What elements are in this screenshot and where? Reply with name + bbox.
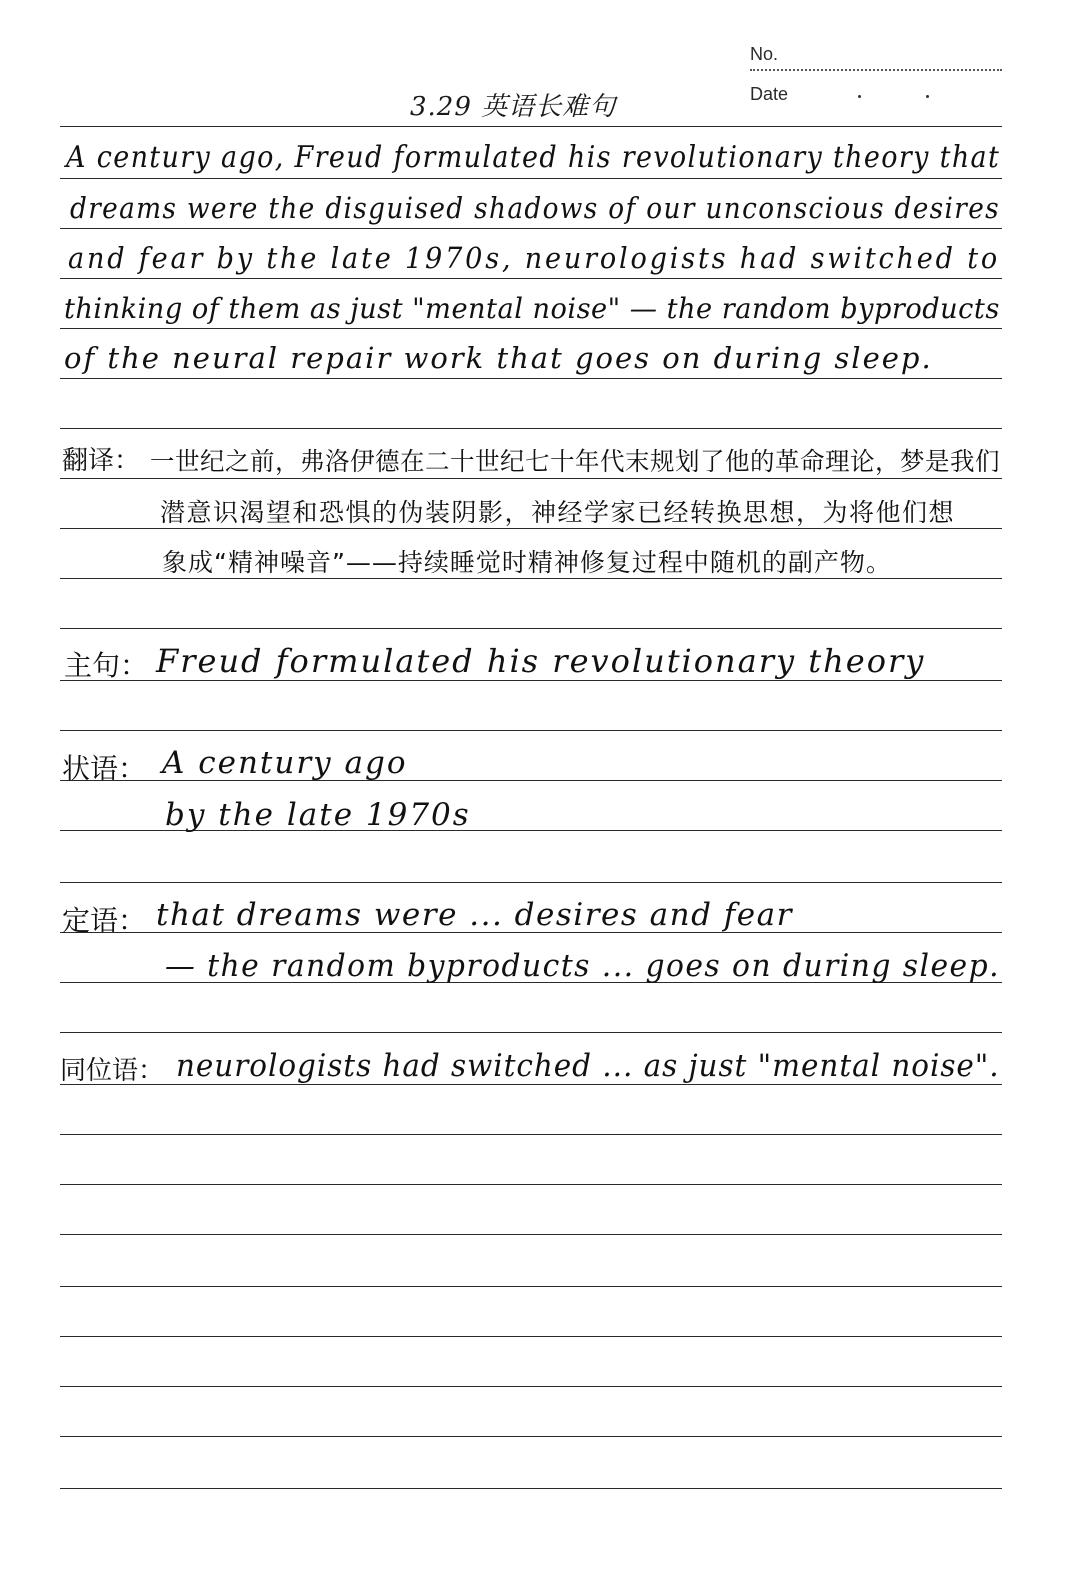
ruled-line: [60, 1134, 1002, 1135]
no-label: No.: [750, 44, 779, 64]
ruled-line: [60, 1436, 1002, 1437]
no-dotted-line: [750, 69, 1002, 71]
attributive-label: 定语：: [62, 904, 147, 937]
translation-line: 象成“精神噪音”——持续睡觉时精神修复过程中随机的副产物。: [162, 548, 892, 577]
attributive-line: — the random byproducts ... goes on during sleep.: [165, 948, 1001, 984]
sentence-line: and fear by the late 1970s, neurologists had switched to: [68, 241, 1001, 275]
ruled-line: [60, 228, 1002, 229]
translation-label: 翻译：: [62, 446, 141, 476]
appositive-label: 同位语：: [60, 1056, 165, 1086]
ruled-line: [60, 278, 1002, 279]
ruled-line: [60, 478, 1002, 479]
ruled-line: [60, 1336, 1002, 1337]
page-title: 3.29 英语长难句: [410, 92, 617, 122]
adverbial-line: A century ago: [162, 745, 408, 781]
date-dot: [858, 95, 861, 98]
main-clause-text: Freud formulated his revolutionary theory: [156, 642, 926, 680]
adverbial-line: by the late 1970s: [165, 797, 471, 833]
translation-line: 潜意识渴望和恐惧的伪装阴影，神经学家已经转换思想，为将他们想: [160, 498, 956, 527]
main-clause-label: 主句：: [64, 649, 149, 682]
ruled-line: [60, 1286, 1002, 1287]
ruled-line: [60, 730, 1002, 731]
ruled-line: [60, 328, 1002, 329]
sentence-line: dreams were the disguised shadows of our unconscious desires: [70, 191, 1001, 225]
sentence-line: of the neural repair work that goes on during sleep.: [64, 341, 933, 375]
adverbial-label: 状语：: [62, 752, 147, 785]
ruled-line: [60, 1184, 1002, 1185]
ruled-line: [60, 178, 1002, 179]
ruled-line: [60, 680, 1002, 681]
ruled-line: [60, 428, 1002, 429]
date-label: Date: [750, 84, 789, 104]
sentence-line: thinking of them as just "mental noise" — the random byproducts: [64, 292, 1000, 325]
ruled-line: [60, 628, 1002, 629]
ruled-line: [60, 1234, 1002, 1235]
ruled-line: [60, 1488, 1002, 1489]
ruled-line: [60, 378, 1002, 379]
attributive-line: that dreams were ... desires and fear: [156, 897, 793, 933]
ruled-line: [60, 882, 1002, 883]
translation-line: 一世纪之前，弗洛伊德在二十世纪七十年代末规划了他的革命理论，梦是我们: [150, 447, 1001, 476]
appositive-text: neurologists had switched ... as just "mental noise".: [176, 1048, 1000, 1084]
ruled-line: [60, 1386, 1002, 1387]
date-dot: [926, 95, 929, 98]
ruled-line: [60, 126, 1002, 127]
ruled-line: [60, 1084, 1002, 1085]
sentence-line: A century ago, Freud formulated his revolutionary theory that: [66, 140, 1001, 175]
ruled-line: [60, 1032, 1002, 1033]
